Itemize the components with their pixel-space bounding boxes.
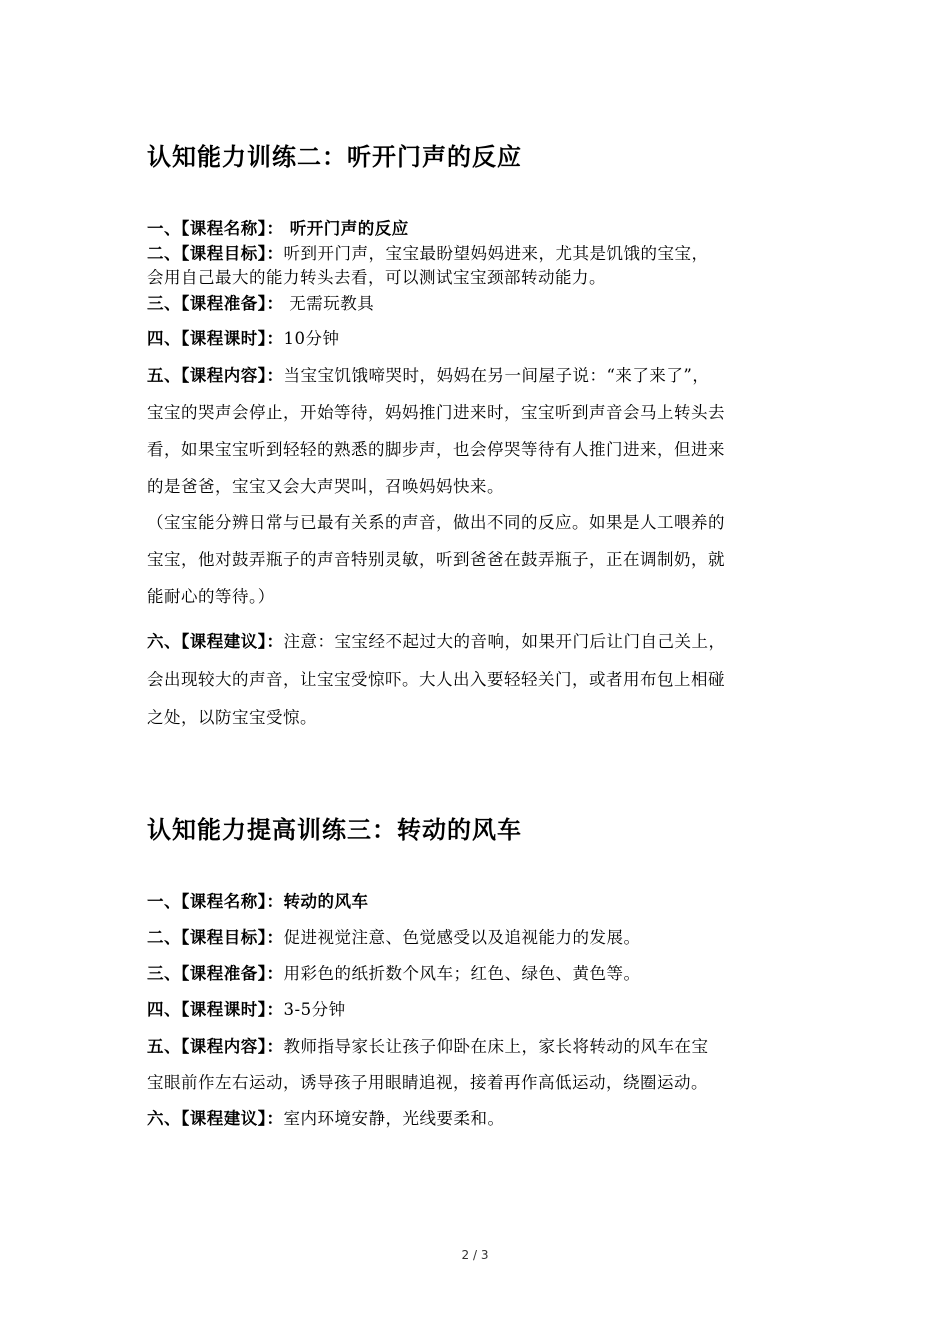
- course-goal-text: 听到开门声，宝宝最盼望妈妈进来，尤其是饥饿的宝宝，: [283, 244, 709, 263]
- section1-advice-line3: 之处，以防宝宝受惊。: [147, 708, 317, 727]
- course-name-value: 转动的风车: [283, 892, 369, 911]
- course-content-label: 五、【课程内容】：: [147, 366, 284, 385]
- section2-content-line2: 宝眼前作左右运动，诱导孩子用眼睛追视，接着再作高低运动，绕圈运动。: [147, 1073, 708, 1092]
- course-advice-text: 注意：宝宝经不起过大的音响，如果开门后让门自己关上，: [283, 632, 726, 651]
- section1-content-line4: 的是爸爸，宝宝又会大声哭叫，召唤妈妈快来。: [147, 477, 504, 496]
- course-goal-text: 促进视觉注意、色觉感受以及追视能力的发展。: [283, 928, 641, 947]
- course-goal-label: 二、【课程目标】：: [147, 928, 284, 947]
- course-prep-value: 无需玩教具: [283, 294, 375, 313]
- course-content-text: 教师指导家长让孩子仰卧在床上，家长将转动的风车在宝: [283, 1037, 709, 1056]
- section1-content-line5: （宝宝能分辨日常与已最有关系的声音，做出不同的反应。如果是人工喂养的: [147, 513, 725, 532]
- course-time-label: 四、【课程课时】：: [147, 329, 284, 348]
- section1-course-time: [147, 329, 340, 349]
- section1-content-line3: 看，如果宝宝听到轻轻的熟悉的脚步声，也会停哭等待有人推门进来，但进来: [147, 440, 725, 459]
- section1-course-name: [147, 219, 409, 239]
- course-advice-text: 室内环境安静，光线要柔和。: [283, 1109, 505, 1128]
- section1-course-goal-cont: 会用自己最大的能力转头去看，可以测试宝宝颈部转动能力。: [147, 268, 606, 287]
- course-time-value: 10分钟: [283, 329, 340, 348]
- course-prep-label: 三、【课程准备】：: [147, 964, 284, 983]
- section2-title: 认知能力提高训练三：转动的风车: [147, 816, 522, 844]
- course-prep-value: 用彩色的纸折数个风车；红色、绿色、黄色等。: [283, 964, 641, 983]
- course-advice-label: 六、【课程建议】：: [147, 632, 284, 651]
- section1-course-prep: [147, 294, 374, 314]
- section1-title: 认知能力训练二：听开门声的反应: [147, 143, 522, 171]
- course-prep-label: 三、【课程准备】：: [147, 294, 284, 313]
- section1-content-line7: 能耐心的等待。）: [147, 587, 275, 606]
- section2-course-prep: [147, 964, 641, 984]
- course-time-label: 四、【课程课时】：: [147, 1000, 284, 1019]
- section1-course-goal: [147, 244, 709, 264]
- course-goal-label: 二、【课程目标】：: [147, 244, 284, 263]
- section1-content-line2: 宝宝的哭声会停止，开始等待，妈妈推门进来时，宝宝听到声音会马上转头去: [147, 403, 725, 422]
- section2-course-time: [147, 1000, 346, 1020]
- course-content-label: 五、【课程内容】：: [147, 1037, 284, 1056]
- course-name-value: 听开门声的反应: [283, 219, 409, 238]
- section2-course-name: [147, 892, 369, 912]
- section2-course-content: [147, 1037, 709, 1057]
- course-name-label: 一、【课程名称】：: [147, 892, 284, 911]
- section1-course-advice: [147, 632, 726, 652]
- course-name-label: 一、【课程名称】：: [147, 219, 284, 238]
- section1-content-line6: 宝宝，他对鼓弄瓶子的声音特别灵敏，听到爸爸在鼓弄瓶子，正在调制奶，就: [147, 550, 725, 569]
- section2-course-goal: [147, 928, 641, 948]
- page-number: 2 / 3: [461, 1248, 489, 1262]
- section2-course-advice: [147, 1109, 505, 1129]
- course-advice-label: 六、【课程建议】：: [147, 1109, 284, 1128]
- section1-advice-line2: 会出现较大的声音，让宝宝受惊吓。大人出入要轻轻关门，或者用布包上相碰: [147, 670, 725, 689]
- course-content-text: 当宝宝饥饿啼哭时，妈妈在另一间屋子说：“来了来了”，: [283, 366, 710, 385]
- section1-course-content: [147, 366, 709, 386]
- course-time-value: 3-5分钟: [283, 1000, 346, 1019]
